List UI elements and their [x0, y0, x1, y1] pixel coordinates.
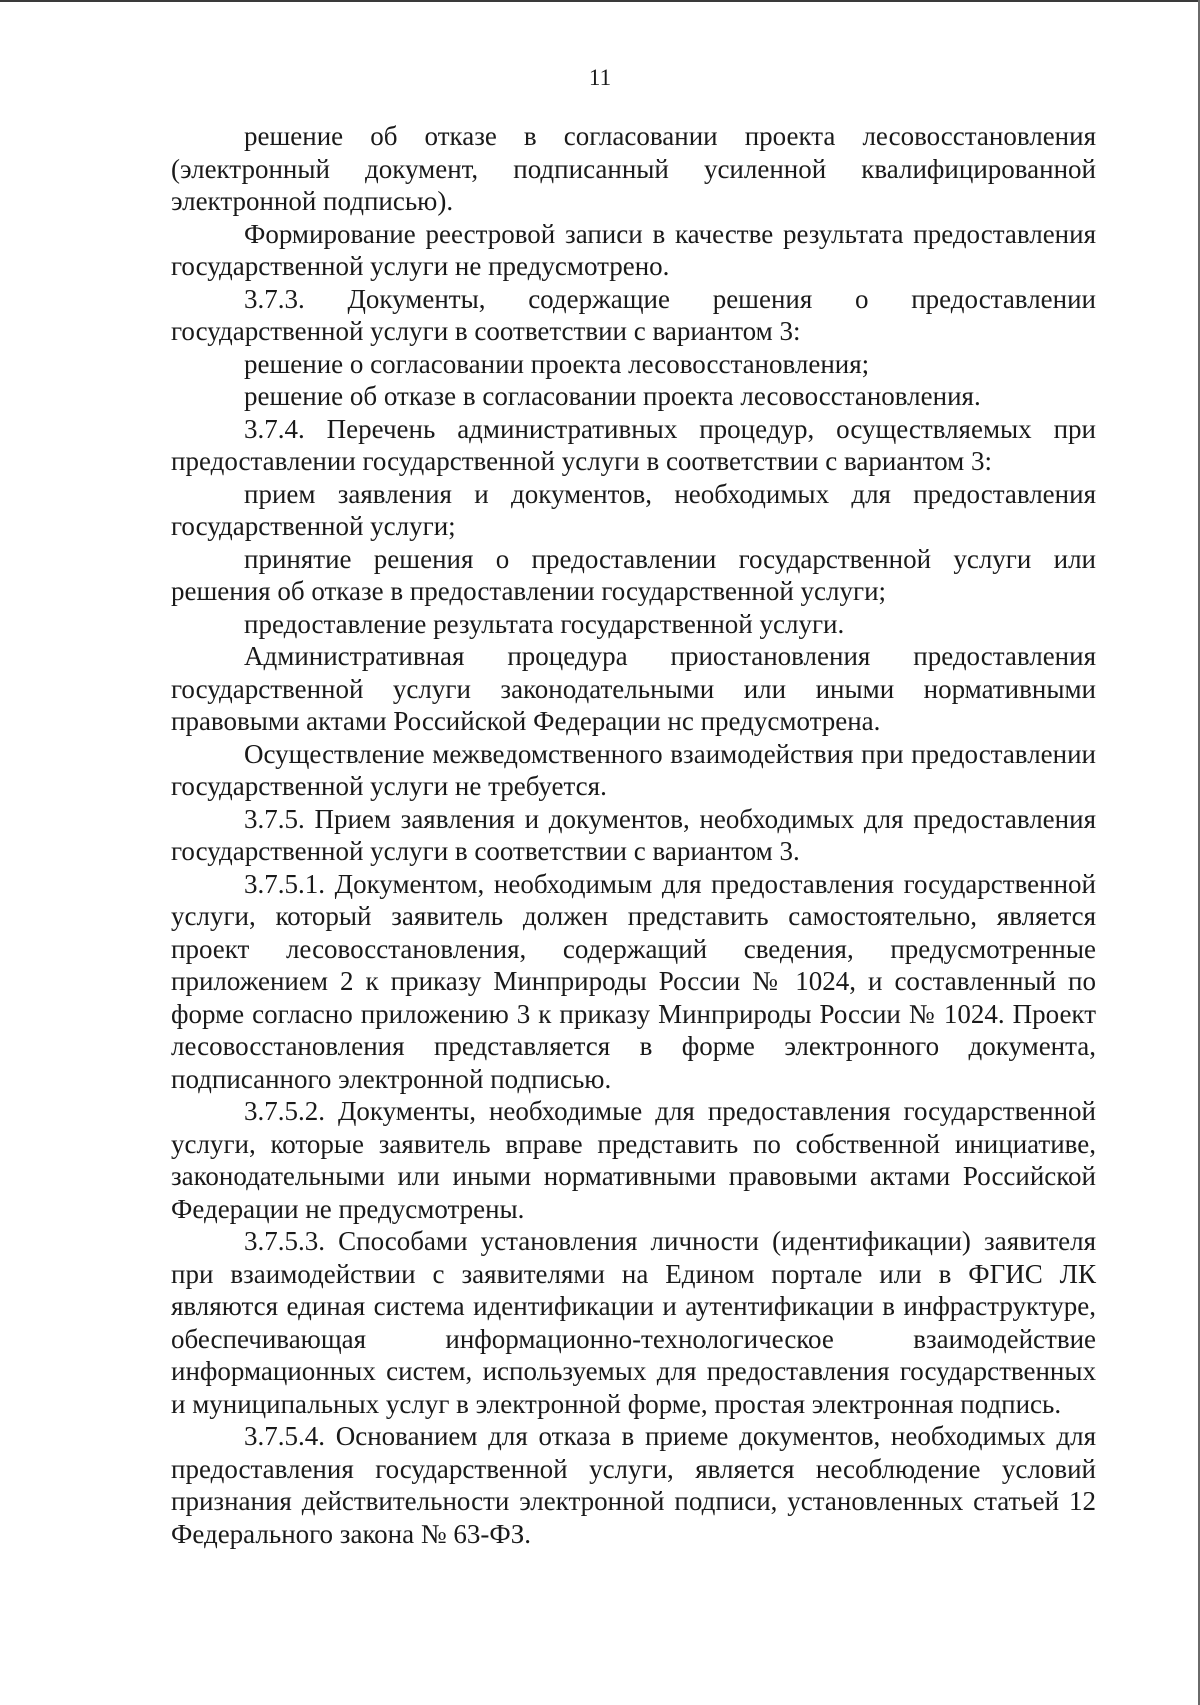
page-number: 11: [588, 65, 612, 90]
paragraph-3-7-5: 3.7.5. Прием заявления и документов, необходимых для предоставления государственной услуги в соответствии с вариантом 3.: [171, 803, 1096, 866]
paragraph-3-7-3: 3.7.3. Документы, содержащие решения о предоставлении государственной услуги в соответствии с вариантом 3:: [171, 283, 1096, 346]
paragraph-refusal-decision: решение об отказе в согласовании проекта лесовосстановления (электронный документ, подписанный усиленной квалифицированной электронной подписью).: [171, 121, 1096, 216]
paragraph-registry-record: Формирование реестровой записи в качестве результата предоставления государственной услуги не предусмотрено.: [171, 218, 1096, 281]
paragraph-3-7-5-4: 3.7.5.4. Основанием для отказа в приеме документов, необходимых для предоставления государственной услуги, является несоблюдение условий признания действительности электронной подписи, установленных статьей 12 Федерального закона № 63-ФЗ.: [171, 1421, 1096, 1549]
document-body: [171, 120, 1096, 1550]
paragraph-3-7-4: 3.7.4. Перечень административных процедур, осуществляемых при предоставлении государственной услуги в соответствии с вариантом 3:: [171, 413, 1096, 476]
list-item-decision-making: принятие решения о предоставлении государственной услуги или решения об отказе в предоставлении государственной услуги;: [171, 543, 1096, 606]
list-item-result-delivery: предоставление результата государственной услуги.: [244, 608, 845, 639]
list-item-application-intake: прием заявления и документов, необходимых для предоставления государственной услуги;: [171, 478, 1096, 541]
paragraph-3-7-5-1: 3.7.5.1. Документом, необходимым для предоставления государственной услуги, который заявитель должен представить самостоятельно, является проект лесовосстановления, содержащий сведения, предусмотренные приложением 2 к приказу Минприроды России № 1024, и составленный по форме согласно приложению 3 к приказу Минприроды России № 1024. Проект лесовосстановления представляется в форме электронного документа, подписанного электронной подписью.: [171, 868, 1096, 1094]
scan-border-top: [0, 0, 1200, 2]
paragraph-3-7-5-2: 3.7.5.2. Документы, необходимые для предоставления государственной услуги, которые заявитель вправе представить по собственной инициативе, законодательными или иными нормативными правовыми актами Российской Федерации не предусмотрены.: [171, 1096, 1096, 1224]
paragraph-3-7-5-3: 3.7.5.3. Способами установления личности (идентификации) заявителя при взаимодействии с заявителями на Едином портале или в ФГИС ЛК являются единая система идентификации и аутентификации в инфраструктуре, обеспечивающая информационно-технологическое взаимодействие информационных систем, используемых для предоставления государственных и муниципальных услуг в электронной форме, простая электронная подпись.: [171, 1226, 1096, 1419]
paragraph-interagency: Осуществление межведомственного взаимодействия при предоставлении государственной услуги не требуется.: [171, 738, 1096, 801]
paragraph-suspension: Административная процедура приостановления предоставления государственной услуги законодательными или иными нормативными правовыми актами Российской Федерации нс предусмотрена.: [171, 641, 1096, 736]
list-item-approval-decision: решение о согласовании проекта лесовосстановления;: [244, 348, 870, 379]
list-item-refusal-decision: решение об отказе в согласовании проекта лесовосстановления.: [244, 381, 981, 411]
